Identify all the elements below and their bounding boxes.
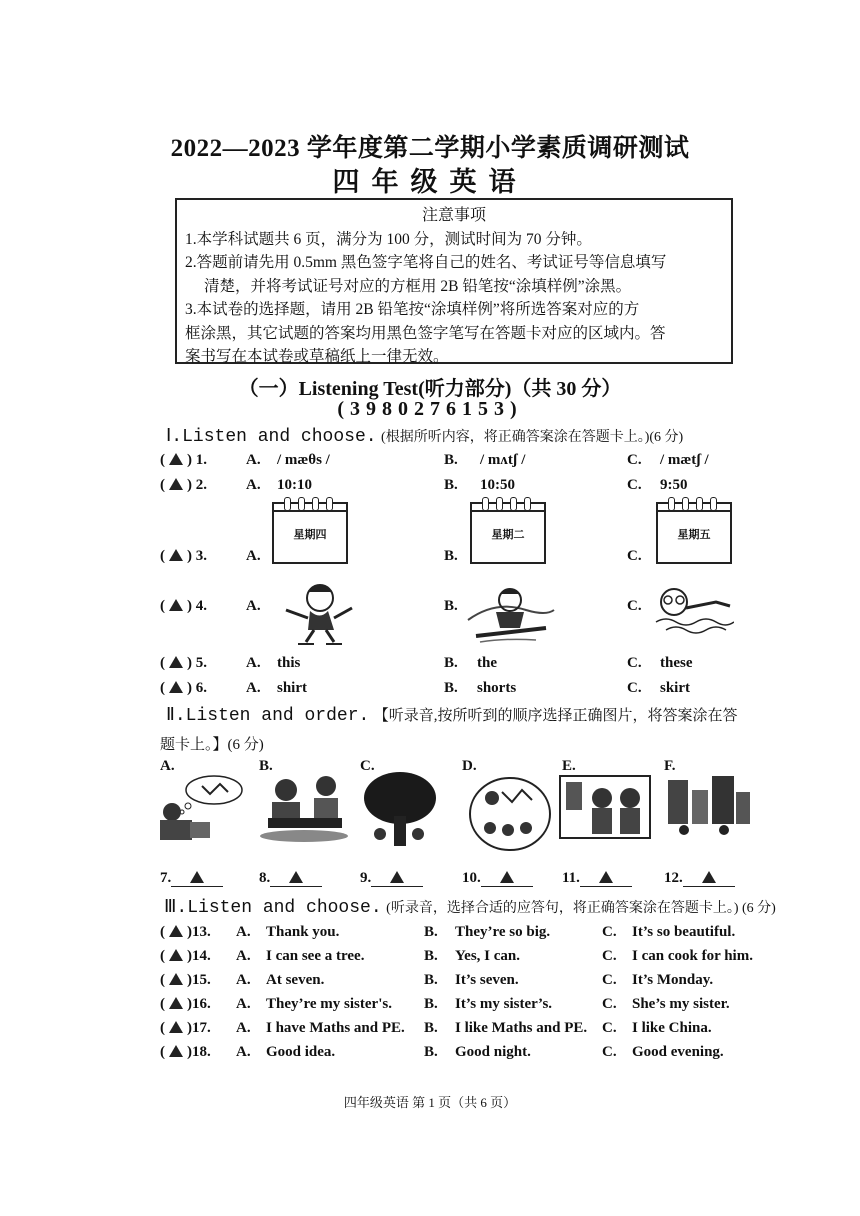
option-a: / mæθs / [277, 452, 330, 468]
notice-line: 1.本学科试题共 6 页，满分为 100 分，测试时间为 70 分钟。 [185, 230, 592, 248]
question-row: ( )14. [160, 948, 211, 964]
calendar-icon [656, 502, 732, 564]
answer-triangle-icon [169, 681, 183, 693]
part2-title-cn: 【听录音,按所听到的顺序选择正确图片，将答案涂在答 [373, 708, 738, 724]
answer-triangle-icon [190, 871, 204, 883]
option-c: these [660, 655, 693, 671]
notice-line: 2.答题前请先用 0.5mm 黑色签字笔将自己的姓名、考试证号等信息填写 [185, 254, 667, 271]
question-row: ( )13. [160, 924, 211, 940]
answer-triangle-icon [500, 871, 514, 883]
exam-subtitle: 四年级英语 [332, 167, 528, 197]
option-a: Thank you. [266, 924, 340, 940]
calendar-label: 星期五 [677, 529, 711, 541]
answer-triangle-icon [169, 973, 183, 985]
answer-triangle-icon [169, 1045, 183, 1057]
part3-title-cn: (听录音，选择合适的应答句，将正确答案涂在答题卡上。) (6 分) [386, 901, 776, 916]
part3-title-en: Ⅲ.Listen and choose. [164, 898, 382, 918]
skiing-boy-illustration [466, 580, 556, 646]
part3-header [164, 896, 776, 918]
part2-title-cn2: 题卡上。】(6 分) [160, 737, 264, 753]
option-b: Good night. [455, 1044, 531, 1060]
order-blank: 10. [462, 870, 533, 887]
option-c: It’s so beautiful. [632, 924, 736, 940]
answer-triangle-icon [169, 1021, 183, 1033]
answer-triangle-icon [169, 656, 183, 668]
answer-triangle-icon [169, 549, 183, 561]
option-a: Good idea. [266, 1044, 336, 1060]
exam-title: 2022—2023 学年度第二学期小学素质调研测试 [170, 135, 690, 162]
notice-heading: 注意事项 [421, 207, 486, 224]
option-b: Yes, I can. [455, 948, 521, 964]
part2-header [166, 704, 738, 726]
notice-line: 案书写在本试卷或草稿纸上一律无效。 [185, 348, 449, 365]
question-row: ( ) 6. [160, 680, 207, 696]
notice-line: 清楚，并将考试证号对应的方框用 2B 铅笔按“涂填样例”涂黑。 [204, 277, 632, 295]
answer-triangle-icon [169, 997, 183, 1009]
part1-header [166, 425, 683, 447]
notice-box [175, 198, 733, 364]
answer-triangle-icon [289, 871, 303, 883]
question-number: 4. [195, 598, 207, 614]
option-a: I can see a tree. [266, 948, 365, 964]
answer-triangle-icon [599, 871, 613, 883]
option-b: I like Maths and PE. [455, 1020, 588, 1036]
answer-triangle-icon [169, 949, 183, 961]
answer-triangle-icon [169, 453, 183, 465]
option-c: I like China. [632, 1020, 712, 1036]
notice-line: 框涂黑，其它试题的答案均用黑色签字笔写在答题卡对应的区域内。答 [185, 324, 666, 342]
question-row: ( )17. [160, 1020, 211, 1036]
swimming-boy-illustration [652, 582, 734, 642]
question-row: ( ) 3. [160, 548, 207, 564]
order-blank: 12. [664, 870, 735, 887]
option-c: / mætʃ / [660, 452, 709, 468]
option-c: 9:50 [660, 477, 688, 493]
page-footer: 四年级英语 第 1 页（共 6 页） [343, 1095, 517, 1110]
option-a: I have Maths and PE. [266, 1020, 405, 1036]
question-row: ( )18. [160, 1044, 211, 1060]
question-row: ( ) 2. [160, 477, 207, 493]
option-c: Good evening. [632, 1044, 724, 1060]
answer-triangle-icon [169, 599, 183, 611]
question-row: ( ) 5. [160, 655, 207, 671]
picture-b-illustration [258, 772, 350, 844]
section-code: (3980276153) [337, 398, 523, 420]
option-b: It’s my sister’s. [455, 996, 553, 1012]
calendar-icon [272, 502, 348, 564]
answer-triangle-icon [169, 925, 183, 937]
answer-triangle-icon [169, 478, 183, 490]
question-row: ( )16. [160, 996, 211, 1012]
answer-triangle-icon [702, 871, 716, 883]
picture-c-illustration [360, 770, 440, 852]
option-a: this [277, 655, 301, 671]
question-row: ( ) 1. [160, 452, 207, 468]
option-b: the [477, 655, 497, 671]
picture-d-illustration [462, 772, 552, 854]
order-blank: 8. [259, 870, 322, 887]
question-number: 3. [195, 548, 207, 564]
order-blank: 11. [562, 870, 632, 887]
section-title: （一）Listening Test(听力部分)（共 30 分） [238, 378, 622, 400]
option-b: / mʌtʃ / [480, 452, 526, 468]
answer-triangle-icon [390, 871, 404, 883]
option-c: It’s Monday. [632, 972, 714, 988]
option-b: They’re so big. [455, 924, 551, 940]
question-number: 2. [195, 477, 207, 493]
question-row: ( )15. [160, 972, 211, 988]
question-number: 6. [195, 680, 207, 696]
option-c: She’s my sister. [632, 996, 730, 1012]
part1-title-en: Ⅰ.Listen and choose. [166, 427, 377, 447]
order-blank: 7. [160, 870, 223, 887]
picture-a-illustration [154, 772, 250, 844]
calendar-label: 星期四 [293, 529, 327, 541]
part2-title-en: Ⅱ.Listen and order. [166, 706, 370, 726]
picture-e-illustration [558, 772, 652, 842]
order-blank: 9. [360, 870, 423, 887]
ice-skating-boy-illustration [278, 578, 358, 648]
notice-line: 3.本试卷的选择题，请用 2B 铅笔按“涂填样例”将所选答案对应的方 [185, 301, 640, 318]
option-c: skirt [660, 680, 690, 696]
option-b: 10:50 [480, 477, 515, 493]
option-a: At seven. [266, 972, 325, 988]
question-number: 1. [195, 452, 207, 468]
calendar-icon [470, 502, 546, 564]
option-a: 10:10 [277, 477, 312, 493]
picture-f-illustration [664, 772, 752, 838]
option-c: I can cook for him. [632, 948, 753, 964]
question-number: 5. [195, 655, 207, 671]
part1-title-cn: (根据所听内容，将正确答案涂在答题卡上。)(6 分) [381, 430, 684, 445]
option-b: shorts [477, 680, 517, 696]
calendar-label: 星期二 [491, 529, 525, 541]
option-a: shirt [277, 680, 307, 696]
question-row: ( ) 4. [160, 598, 207, 614]
option-a: They’re my sister's. [266, 996, 392, 1012]
option-b: It’s seven. [455, 972, 519, 988]
